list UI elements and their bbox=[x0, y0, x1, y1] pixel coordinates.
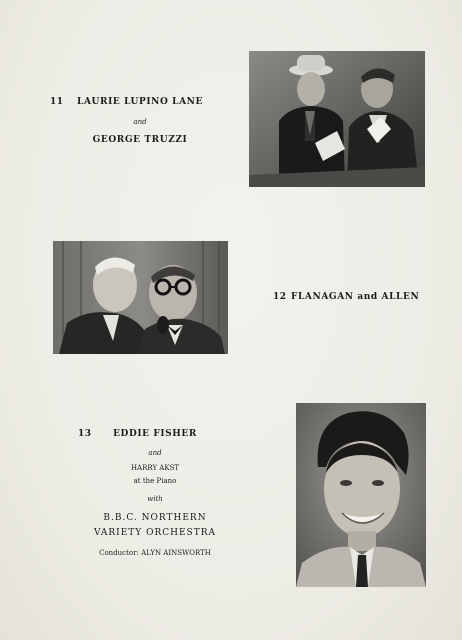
act-11-and: and bbox=[133, 118, 147, 126]
two-men-laughing-photo-icon bbox=[53, 241, 228, 354]
two-men-card-game-photo-icon bbox=[249, 51, 425, 187]
act-12-photo bbox=[53, 241, 228, 354]
act-13-orchestra-line2: VARIETY ORCHESTRA bbox=[94, 528, 216, 538]
act-13-accompanist: HARRY AKST bbox=[130, 464, 180, 472]
act-13-orchestra-line1: B.B.C. NORTHERN bbox=[103, 513, 207, 523]
conductor-label: Conductor bbox=[99, 549, 137, 557]
act-11-number: 11 bbox=[50, 97, 64, 107]
act-13-photo bbox=[296, 403, 426, 587]
act-13-performer: EDDIE FISHER bbox=[113, 429, 197, 439]
act-11-photo bbox=[249, 51, 425, 187]
act-13-number: 13 bbox=[78, 429, 92, 439]
act-11-performer: LAURIE LUPINO LANE bbox=[77, 97, 203, 107]
act-13-and: and bbox=[148, 449, 162, 457]
act-13-with: with bbox=[147, 495, 163, 503]
act-13-accompanist-role: at the Piano bbox=[133, 477, 177, 485]
act-11-partner: GEORGE TRUZZI bbox=[92, 135, 188, 145]
smiling-young-man-portrait-photo-icon bbox=[296, 403, 426, 587]
conductor-name: : ALYN AINSWORTH bbox=[136, 549, 211, 557]
act-12-performer: FLANAGAN and ALLEN bbox=[291, 292, 420, 302]
act-12-number: 12 bbox=[273, 292, 287, 302]
act-13-conductor bbox=[80, 549, 230, 557]
